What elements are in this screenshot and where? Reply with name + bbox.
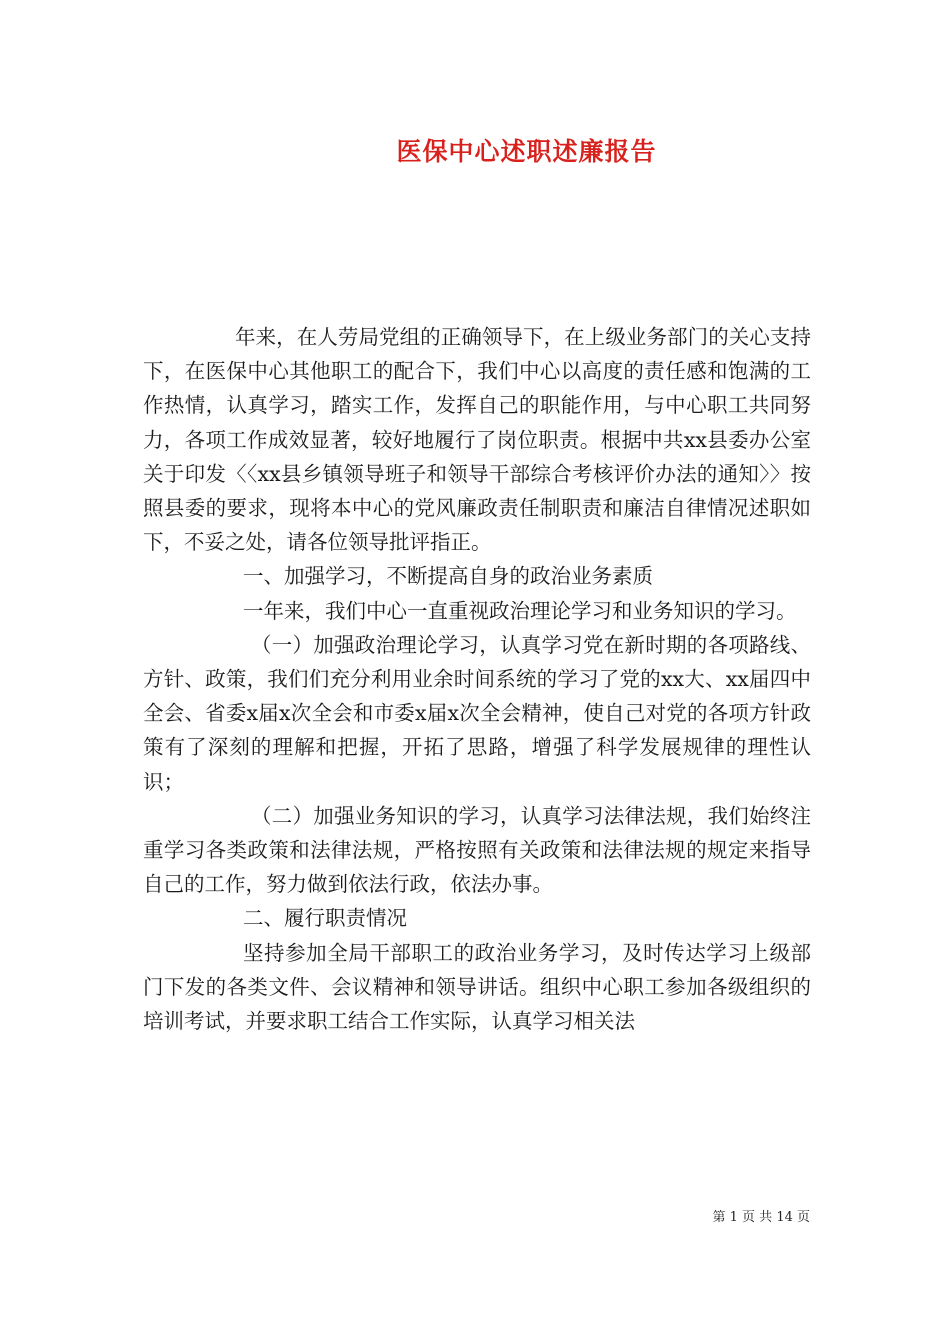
document-title: 医保中心述职述廉报告	[396, 137, 657, 166]
intro-paragraph: 年来，在人劳局党组的正确领导下，在上级业务部门的关心支持下，在医保中心其他职工的配合下，我们中心以高度的责任感和饱满的工作热情，认真学习，踏实工作，发挥自己的职能作用，与中心职工共同努力，各项工作成效显著，较好地履行了岗位职责。根据中共xx县委办公室关于印发〈〈xx县乡镇领导班子和领导干部综合考核评价办法的通知〉〉按照县委的要求，现将本中心的党风廉政责任制职责和廉洁自律情况述职如下，不妥之处，请各位领导批评指正。	[143, 325, 811, 555]
section-heading-1: 一、加强学习，不断提高自身的政治业务素质	[243, 564, 653, 589]
subsection-2-paragraph: （二）加强业务知识的学习，认真学习法律法规，我们始终注重学习各类政策和法律法规，严格按照有关政策和法律法规的规定来指导自己的工作，努力做到依法行政，依法办事。	[143, 803, 811, 897]
document-body	[143, 320, 811, 1038]
subsection-1-paragraph: （一）加强政治理论学习，认真学习党在新时期的各项路线、方针、政策，我们们充分利用业余时间系统的学习了党的xx大、xx届四中全会、省委x届x次全会和市委x届x次全会精神，使自己对党的各项方针政策有了深刻的理解和把握，开拓了思路，增强了科学发展规律的理性认识；	[143, 632, 811, 794]
page-number: 第 1 页 共 14 页	[712, 1210, 810, 1225]
section-heading-2: 二、履行职责情况	[243, 906, 407, 931]
section-1-paragraph: 一年来，我们中心一直重视政治理论学习和业务知识的学习。	[243, 598, 797, 623]
section-2-paragraph: 坚持参加全局干部职工的政治业务学习，及时传达学习上级部门下发的各类文件、会议精神和领导讲话。组织中心职工参加各级组织的培训考试，并要求职工结合工作实际，认真学习相关法	[143, 940, 811, 1034]
